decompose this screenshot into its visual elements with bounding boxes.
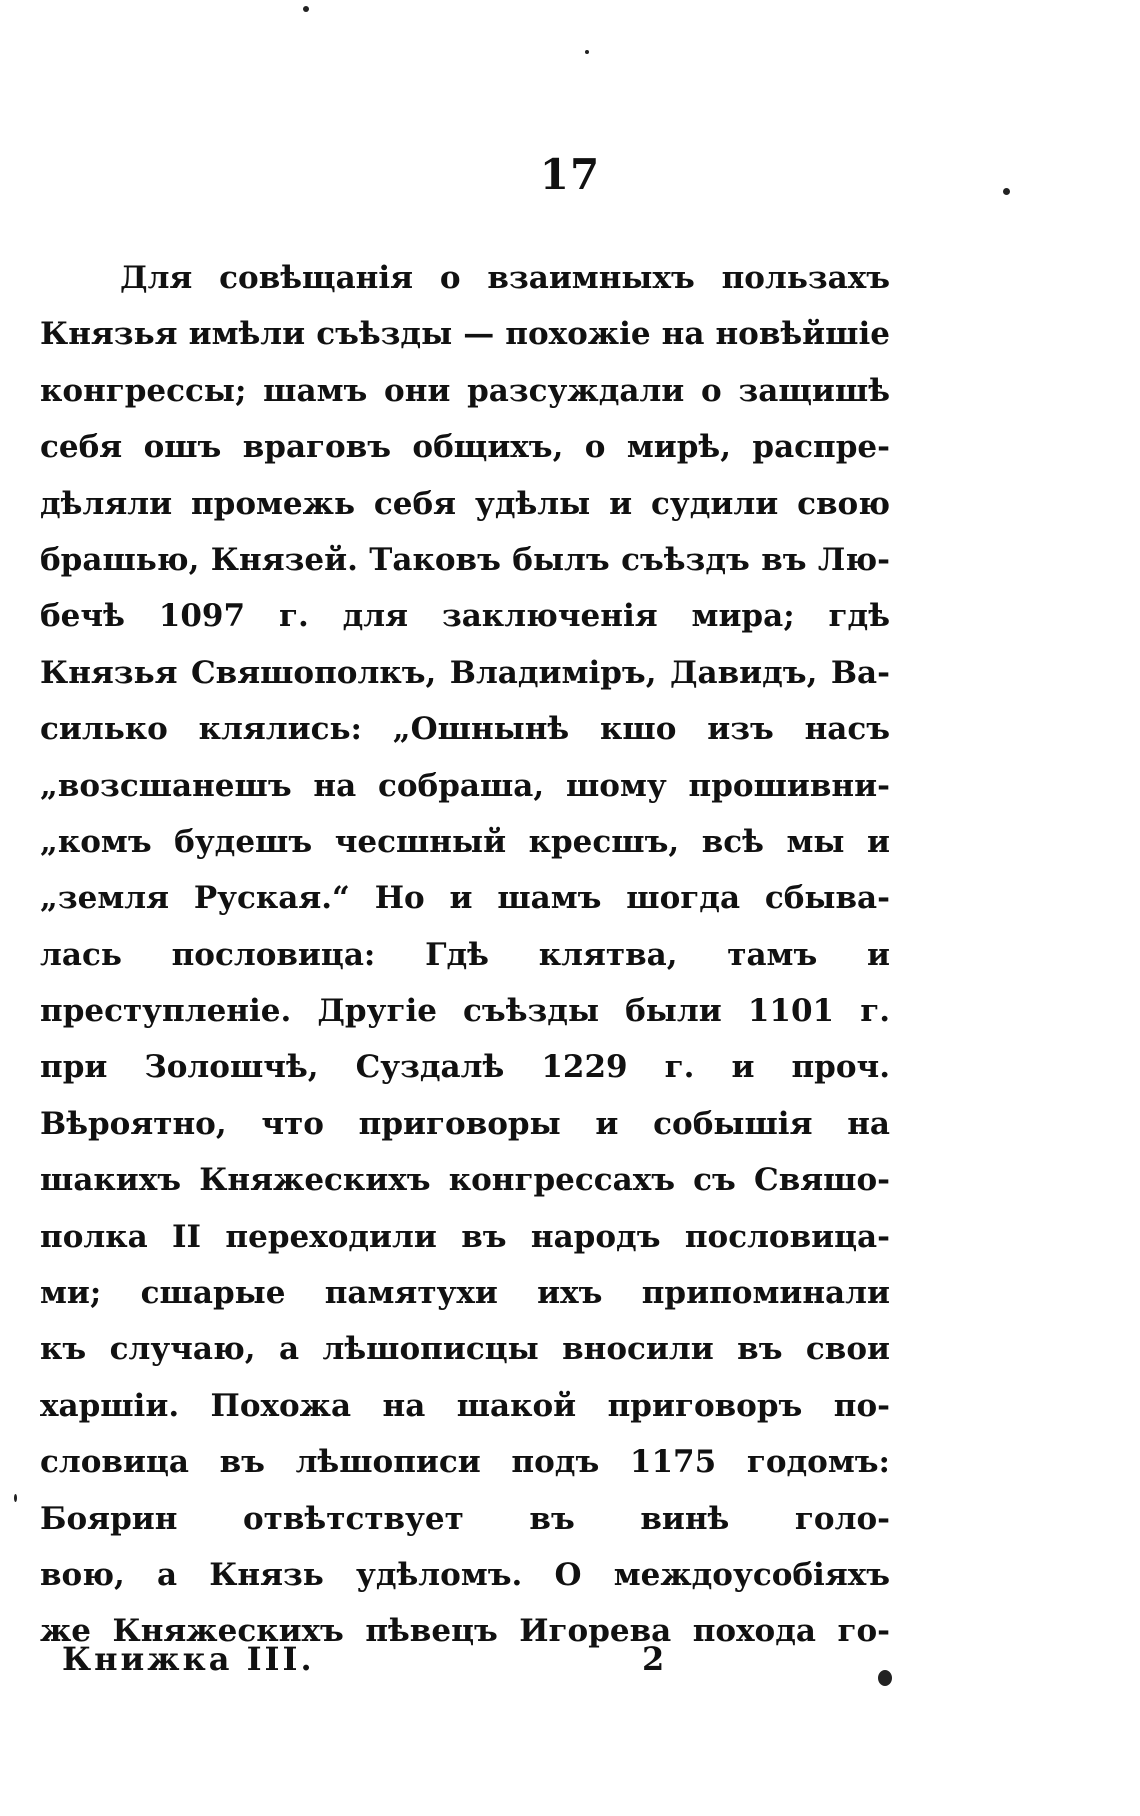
footer-signature-mark: 2 [642, 1640, 665, 1678]
text-line: Вѣроятно, что приговоры и собышія на [40, 1105, 890, 1142]
text-line: „земля Руская.“ Но и шамъ шогда сбыва- [40, 880, 890, 917]
text-line: дѣляли промежь себя удѣлы и судили свою [40, 485, 890, 522]
text-line: же Княжескихъ пѣвецъ Игорева похода го- [40, 1613, 890, 1650]
print-speck [585, 50, 589, 54]
page-footer [62, 1640, 922, 1690]
text-line: лась пословица: Гдѣ клятва, тамъ и [40, 936, 890, 973]
text-line: ми; сшарые памятухи ихъ припоминали [40, 1275, 890, 1312]
footer-book-label: Книжка III. [62, 1640, 315, 1678]
text-line: конгрессы; шамъ они разсуждали о защишѣ [40, 372, 890, 409]
print-speck [14, 1494, 17, 1502]
text-line: словица въ лѣшописи подъ 1175 годомъ: [40, 1444, 890, 1481]
text-line: себя ошъ враговъ общихъ, о мирѣ, распре- [40, 429, 890, 466]
page-number: 17 [539, 150, 601, 199]
text-line: „возсшанешъ на собраша, шому прошивни- [40, 767, 890, 804]
text-line: бечѣ 1097 г. для заключенія мира; гдѣ [40, 598, 890, 635]
text-line: брашью, Князей. Таковъ былъ съѣздъ въ Лю- [40, 541, 890, 578]
text-line: шакихъ Княжескихъ конгрессахъ съ Свяшо- [40, 1162, 890, 1199]
text-line: при Золошчѣ, Суздалѣ 1229 г. и проч. [40, 1049, 890, 1086]
print-speck [303, 6, 309, 12]
text-line: Князья имѣли съѣзды — похожіе на новѣйшіе [40, 316, 890, 353]
text-line: харшіи. Похожа на шакой приговоръ по- [40, 1387, 890, 1424]
text-line: „комъ будешъ чесшный кресшъ, всѣ мы и [40, 823, 890, 860]
body-text [40, 250, 890, 1660]
text-line: вою, а Князь удѣломъ. О междоусобіяхъ [40, 1556, 890, 1593]
print-speck [1003, 188, 1010, 195]
text-line: полка II переходили въ народъ пословица- [40, 1218, 890, 1255]
text-line: Боярин отвѣтствует въ винѣ голо- [40, 1500, 890, 1537]
text-line: Для совѣщанія о взаимныхъ пользахъ [120, 260, 890, 296]
print-speck [878, 1670, 892, 1686]
text-line: преступленіе. Другіе съѣзды были 1101 г. [40, 993, 890, 1030]
text-line: силько клялись: „Ошнынѣ кшо изъ насъ [40, 711, 890, 748]
text-line: Князья Свяшополкъ, Владимiръ, Давидъ, Ва- [40, 654, 890, 691]
text-line: къ случаю, а лѣшописцы вносили въ свои [40, 1331, 890, 1368]
